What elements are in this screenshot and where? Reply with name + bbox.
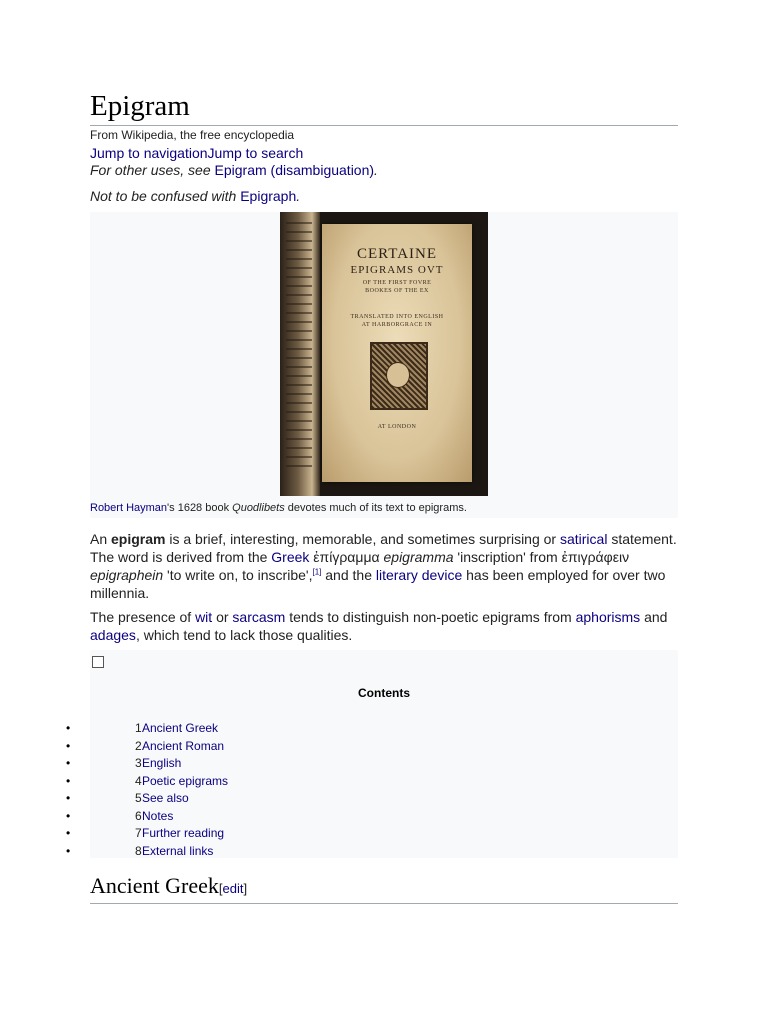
bold-term: epigram [111,531,166,547]
toc-link[interactable]: See also [142,791,189,805]
bracket: [ [218,881,223,896]
section-heading-text: Ancient Greek [90,873,219,898]
page-title: Epigram [90,88,678,126]
site-tagline: From Wikipedia, the free encyclopedia [90,128,295,142]
bullet-icon: • [66,843,71,858]
jump-to-search-link[interactable]: Jump to search [207,145,304,161]
text: An [90,531,112,547]
jump-to-navigation-link[interactable]: Jump to navigation [90,145,208,161]
text: 'inscription' from ἐπιγράφειν [453,549,630,565]
toc-item [0,808,400,826]
text: is a brief, interesting, memorable, and sometimes surprising or [165,531,560,547]
toc-link[interactable]: Ancient Roman [142,738,225,753]
edit-section [219,881,247,896]
wit-link[interactable]: wit [195,609,213,625]
toc-link[interactable]: English [142,756,182,770]
book-photo[interactable] [280,212,488,496]
toc-item [0,773,400,791]
bullet-icon: • [66,826,71,840]
bullet-icon: • [66,721,71,735]
toc-number: 2 [135,738,142,753]
toc-item [0,720,400,738]
edit-section-link[interactable]: edit [222,881,244,896]
bracket: ] [243,881,248,896]
text: and the [321,567,376,583]
hatnote-text: . [296,188,301,204]
toc-toggle-checkbox[interactable] [92,656,104,668]
bullet-icon: • [66,738,71,753]
sarcasm-link[interactable]: sarcasm [232,609,286,625]
toc-link[interactable]: Poetic epigrams [142,773,229,788]
greek-link[interactable]: Greek [271,549,310,565]
toc-item [0,755,400,773]
text: has been employed for over two millennia. [90,567,666,601]
second-paragraph [90,608,678,644]
jump-links [90,145,303,161]
epigraph-link[interactable]: Epigraph [240,188,297,204]
text: and [640,609,668,625]
text: statement. The word is derived from the [90,531,677,565]
hatnote-other-uses [90,162,378,178]
toc-number: 6 [135,808,142,823]
section-heading-ancient-greek [90,872,678,904]
toc-title: Contents [358,686,410,700]
italic-term: epigramma [383,549,454,565]
aphorisms-link[interactable]: aphorisms [575,609,641,625]
thumbnail-figure [90,212,678,518]
toc-number: 7 [135,826,142,840]
text: , which tend to lack those qualities. [135,627,353,643]
text: or [212,609,233,625]
toc-number: 8 [135,843,142,858]
bullet-icon: • [66,756,71,770]
italic-term: epigraphein [90,567,164,583]
book-title-line: CERTAINE [356,246,438,262]
toc-number: 3 [135,756,142,770]
caption-italic: Quodlibets [232,502,285,514]
toc-number: 5 [135,791,142,805]
toc-item [0,738,400,756]
toc-link[interactable]: External links [142,843,214,858]
text: The presence of [90,609,196,625]
toc-item [0,825,400,843]
satirical-link[interactable]: satirical [559,531,608,547]
bullet-icon: • [66,773,71,788]
ornament-image [370,342,428,410]
literary-device-link[interactable]: literary device [375,567,463,583]
caption-text: devotes much of its text to epigrams. [284,502,467,514]
book-title-line: EPIGRAMS OVT [350,264,444,276]
toc-link[interactable]: Ancient Greek [142,721,219,735]
toc-item [0,843,400,861]
book-text-line: AT HARBORGRACE IN [361,322,433,328]
text: ἐπίγραμμα [309,549,384,565]
hatnote-text: For other uses, see [90,162,215,178]
toc-number: 1 [135,721,142,735]
toc-item [0,790,400,808]
adages-link[interactable]: adages [90,627,136,643]
book-text-line: AT LONDON [377,424,417,430]
disambiguation-link[interactable]: Epigram (disambiguation) [214,162,375,178]
reference-link[interactable]: [1] [312,567,322,577]
book-text-line: TRANSLATED INTO ENGLISH [350,314,444,320]
toc-number: 4 [135,773,142,788]
hatnote-text: . [374,162,378,178]
text: tends to distinguish non-poetic epigrams from [285,609,576,625]
bullet-icon: • [66,791,71,805]
toc-list [0,720,400,860]
hatnote-text: Not to be confused with [90,188,241,204]
bullet-icon: • [66,808,71,823]
toc-link[interactable]: Further reading [142,826,225,840]
book-text-line: BOOKES OF THE EX [365,288,429,294]
hatnote-not-confused [90,188,300,204]
intro-paragraph [90,530,678,602]
table-of-contents [66,650,678,858]
figure-caption [90,502,467,514]
book-text-line: OF THE FIRST FOVRE [362,280,432,286]
book-spine-pages [280,212,320,496]
title-page [322,224,472,482]
toc-link[interactable]: Notes [142,808,174,823]
text: 'to write on, to inscribe', [163,567,313,583]
robert-hayman-link[interactable]: Robert Hayman [90,502,168,514]
caption-text: 's 1628 book [167,502,233,514]
